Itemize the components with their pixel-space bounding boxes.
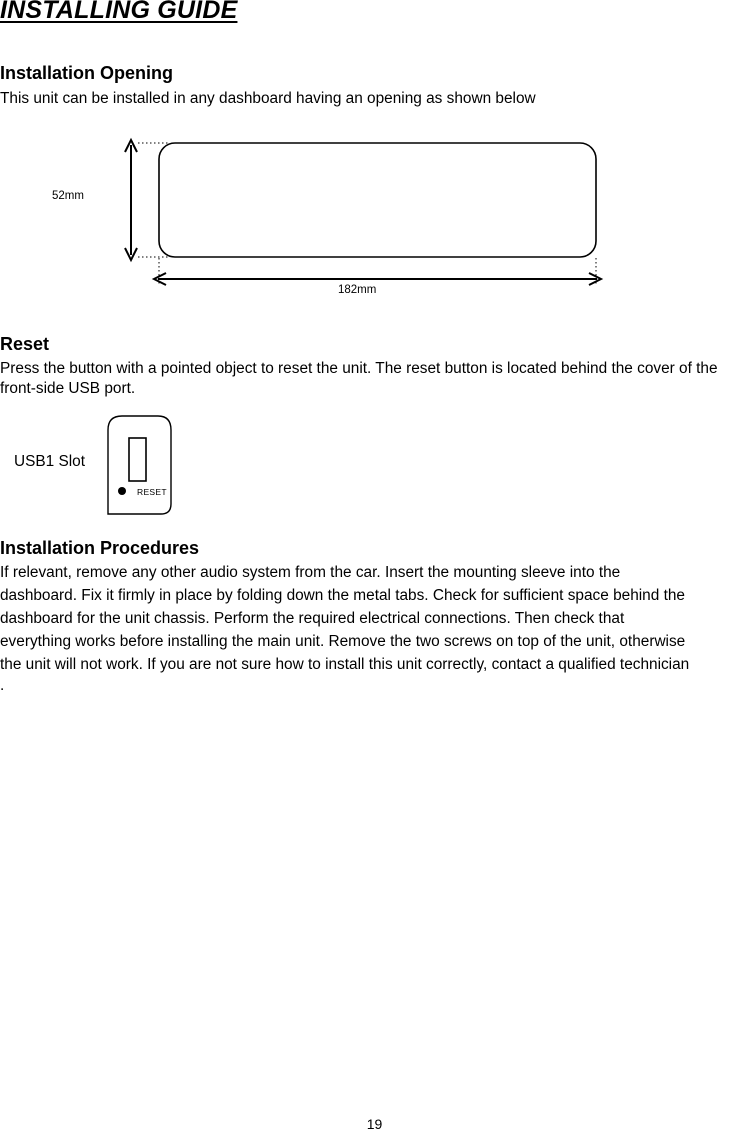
installation-procedures-heading: Installation Procedures: [0, 538, 200, 558]
installation-opening-heading: Installation Opening: [0, 63, 174, 83]
procedures-line: .: [0, 677, 5, 694]
reset-text: Press the button with a pointed object to reset the unit. The reset button is located behind the cover of the front-side USB port.: [0, 360, 718, 397]
width-dimension-label: 182mm: [338, 284, 377, 296]
usb-reset-diagram: [0, 410, 749, 520]
reset-heading: Reset: [0, 334, 50, 354]
height-dimension-label: 52mm: [52, 190, 84, 202]
usb-port-slot: [129, 438, 146, 481]
installation-opening-text: This unit can be installed in any dashboard having an opening as shown below: [0, 90, 536, 107]
procedures-line: dashboard. Fix it firmly in place by folding down the metal tabs. Check for sufficient space behind the: [0, 587, 685, 604]
procedures-line: the unit will not work. If you are not sure how to install this unit correctly, contact a qualified technician: [0, 656, 690, 673]
reset-button-hole: [118, 487, 126, 495]
procedures-line: If relevant, remove any other audio system from the car. Insert the mounting sleeve into the: [0, 564, 621, 581]
page-title: INSTALLING GUIDE: [0, 0, 238, 24]
procedures-line: everything works before installing the main unit. Remove the two screws on top of the unit, otherwise: [0, 633, 686, 650]
usb-slot-label: USB1 Slot: [14, 453, 86, 470]
procedures-line: dashboard for the unit chassis. Perform the required electrical connections. Then check that: [0, 610, 625, 627]
reset-button-label: RESET: [137, 487, 167, 497]
dashboard-opening-outline: [159, 143, 596, 257]
opening-dimension-diagram: [0, 0, 749, 320]
page-number: 19: [366, 1116, 383, 1132]
usb-cover-outline: [108, 416, 171, 514]
